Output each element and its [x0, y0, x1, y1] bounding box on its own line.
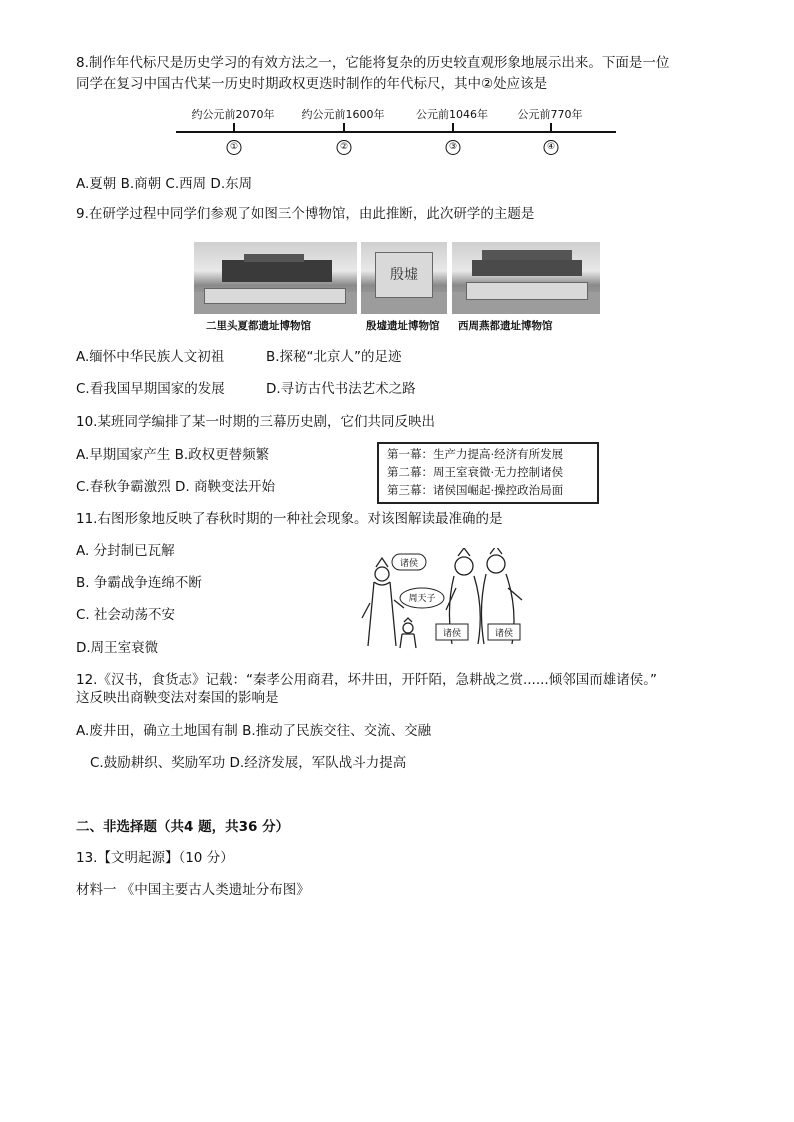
- q11-stem: 11.右图形象地反映了春秋时期的一种社会现象。对该图解读最准确的是: [76, 511, 503, 527]
- cartoon-figure-left: [362, 558, 404, 646]
- timeline-ruler: [176, 106, 621, 160]
- museum-photo-erlitou: [194, 242, 357, 314]
- q12-stem-line2: 这反映出商鞅变法对秦国的影响是: [76, 690, 279, 706]
- q10-stem: 10.某班同学编排了某一时期的三幕历史剧，它们共同反映出: [76, 414, 435, 430]
- museum-photo-yandu: [452, 242, 600, 314]
- q9-option-d: D.寻访古代书法艺术之路: [266, 381, 416, 397]
- timeline-marker-1: ①: [227, 140, 242, 155]
- q13-material-1: 材料一 《中国主要古人类遗址分布图》: [76, 882, 310, 898]
- timeline-label-1: 约公元前2070年: [191, 108, 275, 121]
- q9-option-b: B.探秘“北京人”的足迹: [266, 349, 402, 365]
- q9-stem: 9.在研学过程中同学们参观了如图三个博物馆，由此推断，此次研学的主题是: [76, 206, 535, 222]
- cartoon-figure-king: [400, 618, 416, 648]
- act-1: 第一幕：生产力提高·经济有所发展: [387, 447, 564, 461]
- q8-stem-line1: 8.制作年代标尺是历史学习的有效方法之一，它能将复杂的历史较直观形象地展示出来。下面是一位: [76, 55, 670, 71]
- q8-options: A.夏朝 B.商朝 C.西周 D.东周: [76, 176, 253, 192]
- section-2-title: 二、非选择题（共4 题，共36 分）: [76, 819, 290, 835]
- timeline-tick-1: [233, 123, 235, 133]
- timeline-tick-2: [343, 123, 345, 133]
- timeline-label-3: 公元前1046年: [416, 108, 488, 121]
- cartoon-label-lord-1: 诸侯: [399, 559, 419, 569]
- museum-caption-yinxu: 殷墟遗址博物馆: [366, 320, 440, 332]
- timeline-tick-4: [550, 123, 552, 133]
- timeline-marker-4: ④: [544, 140, 559, 155]
- cartoon-label-lord-2: 诸侯: [442, 629, 462, 639]
- play-acts-box: [377, 442, 599, 504]
- yinxu-stone-inscription: 殷墟: [375, 252, 433, 298]
- cartoon-label-lord-3: 诸侯: [494, 629, 514, 639]
- timeline-label-4: 公元前770年: [517, 108, 583, 121]
- q11-option-d: D.周王室衰微: [76, 640, 159, 656]
- act-2: 第二幕：周王室衰微·无力控制诸侯: [387, 465, 564, 479]
- q9-option-a: A.缅怀中华民族人文初祖: [76, 349, 225, 365]
- act-3: 第三幕：诸侯国崛起·操控政治局面: [387, 483, 564, 497]
- museum-caption-erlitou: 二里头夏都遗址博物馆: [206, 320, 311, 332]
- timeline-label-2: 约公元前1600年: [301, 108, 385, 121]
- q13-title: 13.【文明起源】（10 分）: [76, 850, 234, 866]
- q12-options-cd: C.鼓励耕织、奖励军功 D.经济发展，军队战斗力提高: [90, 755, 407, 771]
- q11-option-b: B. 争霸战争连绵不断: [76, 575, 202, 591]
- q8-stem-line2: 同学在复习中国古代某一历史时期政权更迭时制作的年代标尺，其中②处应该是: [76, 76, 548, 92]
- q11-option-c: C. 社会动荡不安: [76, 607, 176, 623]
- cartoon-speech-labels: [392, 554, 520, 640]
- q12-options-ab: A.废井田，确立土地国有制 B.推动了民族交往、交流、交融: [76, 723, 432, 739]
- q11-option-a: A. 分封制已瓦解: [76, 543, 175, 559]
- q10-options-ab: A.早期国家产生 B.政权更替频繁: [76, 447, 270, 463]
- cartoon-label-king: 周天子: [408, 594, 436, 604]
- timeline-tick-3: [452, 123, 454, 133]
- timeline-marker-2: ②: [337, 140, 352, 155]
- q9-option-c: C.看我国早期国家的发展: [76, 381, 225, 397]
- q10-options-cd: C.春秋争霸激烈 D. 商鞅变法开始: [76, 479, 275, 495]
- museum-caption-yandu: 西周燕都遗址博物馆: [458, 320, 553, 332]
- cartoon-illustration: [360, 548, 530, 652]
- q12-stem-line1: 12.《汉书，食货志》记载：“秦孝公用商君，坏井田，开阡陌，急耕战之赏......倾邻国而雄诸侯。”: [76, 672, 657, 688]
- timeline-marker-3: ③: [446, 140, 461, 155]
- museum-photo-yinxu: [361, 242, 447, 314]
